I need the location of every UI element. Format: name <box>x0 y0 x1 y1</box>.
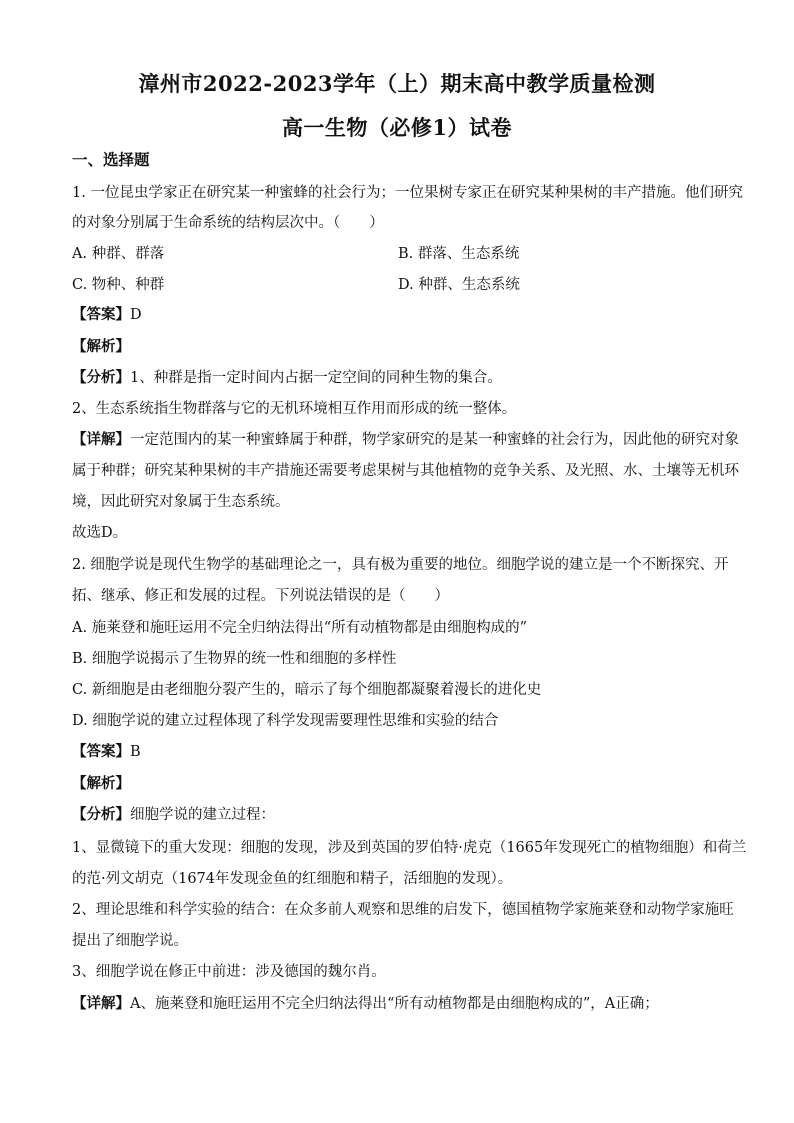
q2-fenxi-line4: 提出了细胞学说。 <box>72 933 188 949</box>
q2-fenxi-intro-text: 细胞学说的建立过程： <box>130 807 275 823</box>
q1-detail-line2: 属于种群；研究某种果树的丰产措施还需要考虑果树与其他植物的竞争关系、及光照、水、土壤等无机环 <box>72 463 739 479</box>
q2-option-a: A. 施莱登和施旺运用不完全归纳法得出“所有动植物都是由细胞构成的” <box>72 620 528 636</box>
exam-subtitle: 高一生物（必修1）试卷 <box>281 115 513 140</box>
q2-answer-tag: 【答案】 <box>72 743 130 760</box>
q2-option-b: B. 细胞学说揭示了生物界的统一性和细胞的多样性 <box>72 651 397 667</box>
q2-fenxi-line5: 3、细胞学说在修正中前进：涉及德国的魏尔肖。 <box>72 964 386 980</box>
q1-detail-line3: 境，因此研究对象属于生态系统。 <box>72 494 290 510</box>
exam-title: 漳州市2022-2023学年（上）期末高中教学质量检测 <box>138 71 656 96</box>
section-heading: 一、选择题 <box>72 150 150 169</box>
q2-fenxi-tag: 【分析】 <box>72 806 130 823</box>
q2-analysis <box>72 774 722 794</box>
q1-option-a: A. 种群、群落 <box>72 246 165 262</box>
q2-option-c: C. 新细胞是由老细胞分裂产生的，暗示了每个细胞都凝聚着漫长的进化史 <box>72 682 542 698</box>
q1-conclusion: 故选D。 <box>72 525 128 541</box>
q1-detail-text1: 一定范围内的某一种蜜蜂属于种群，物学家研究的是某一种蜜蜂的社会行为，因此他的研究对象 <box>130 432 739 448</box>
q2-detail-line1 <box>72 994 722 1014</box>
q2-stem-line1: 2. 细胞学说是现代生物学的基础理论之一，具有极为重要的地位。细胞学说的建立是一个不断探究、开 <box>72 557 729 573</box>
q1-analysis <box>72 337 722 357</box>
q1-detail-tag: 【详解】 <box>72 431 130 448</box>
q1-fenxi-text1: 1、种群是指一定时间内占据一定空间的同种生物的集合。 <box>130 370 502 386</box>
q1-stem-line1: 1. 一位昆虫学家正在研究某一种蜜蜂的社会行为；一位果树专家正在研究某种果树的丰产措施。他们研究 <box>72 185 743 201</box>
q1-fenxi-line2: 2、生态系统指生物群落与它的无机环境相互作用而形成的统一整体。 <box>72 401 517 417</box>
q1-option-c: C. 物种、种群 <box>72 277 165 293</box>
q2-answer <box>72 742 722 762</box>
q1-option-d: D. 种群、生态系统 <box>398 277 520 293</box>
q2-fenxi-line3: 2、理论思维和科学实验的结合：在众多前人观察和思维的启发下，德国植物学家施莱登和动物学家施旺 <box>72 902 734 918</box>
q2-fenxi-intro <box>72 805 722 825</box>
q1-fenxi-line1 <box>72 368 722 388</box>
q2-answer-value: B <box>130 744 141 760</box>
q1-answer-value: D <box>130 307 142 323</box>
q2-detail-tag: 【详解】 <box>72 995 130 1012</box>
q2-detail-text1: A、施莱登和施旺运用不完全归纳法得出“所有动植物都是由细胞构成的”，A正确； <box>130 996 659 1012</box>
q1-analysis-tag: 【解析】 <box>72 338 130 355</box>
q1-stem-line2: 的对象分别属于生命系统的结构层次中。（ ） <box>72 215 384 231</box>
q2-option-d: D. 细胞学说的建立过程体现了科学发现需要理性思维和实验的结合 <box>72 713 499 729</box>
q1-answer-tag: 【答案】 <box>72 306 130 323</box>
q2-stem-line2: 拓、继承、修正和发展的过程。下列说法错误的是（ ） <box>72 588 449 604</box>
q1-fenxi-tag: 【分析】 <box>72 369 130 386</box>
q1-detail-line1 <box>72 430 739 450</box>
q1-option-b: B. 群落、生态系统 <box>398 246 520 262</box>
q2-fenxi-line1: 1、显微镜下的重大发现：细胞的发现，涉及到英国的罗伯特·虎克（1665年发现死亡的植物细胞）和荷兰 <box>72 840 747 856</box>
q1-answer <box>72 305 722 325</box>
q2-analysis-tag: 【解析】 <box>72 775 130 792</box>
q2-fenxi-line2: 的范·列文胡克（1674年发现金鱼的红细胞和精子，活细胞的发现）。 <box>72 871 513 887</box>
